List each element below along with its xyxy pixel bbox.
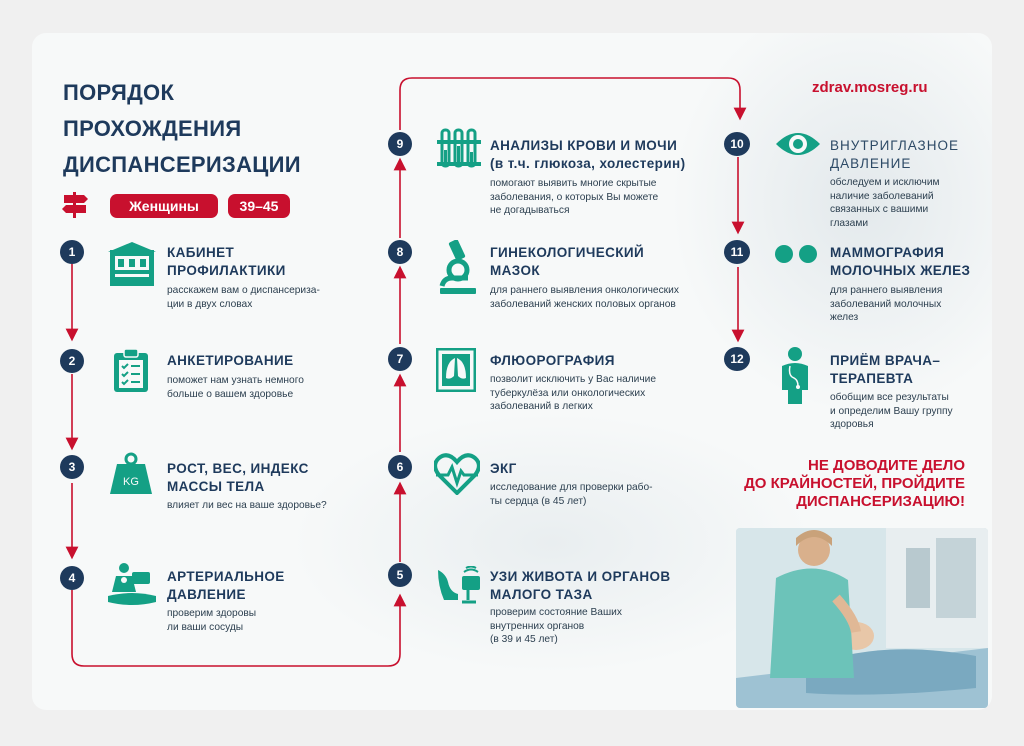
step-title: ПРИЁМ ВРАЧА– ТЕРАПЕВТА <box>830 353 941 386</box>
step-description: позволит исключить у Вас наличие туберкулёза или онкологических заболеваний в легких <box>490 374 657 412</box>
hospital-photo <box>736 528 988 708</box>
step-description: для раннего выявления онкологических заболеваний женских половых органов <box>490 285 679 310</box>
step-description: расскажем вам о диспансеризa- ции в двух словах <box>167 285 320 310</box>
svg-text:KG: KG <box>123 476 139 488</box>
step-title: ВНУТРИГЛАЗНОЕ ДАВЛЕНИЕ <box>830 138 959 171</box>
doctor-icon <box>778 346 812 406</box>
step-description: проверим здоровы ли ваши сосуды <box>167 608 257 633</box>
step-description: исследование для проверки рабо- ты сердца (в 45 лет) <box>490 482 653 507</box>
test-tubes-icon <box>436 128 482 168</box>
step-number: 11 <box>724 240 750 264</box>
step-number: 4 <box>60 566 84 590</box>
weight-icon <box>108 452 154 496</box>
step-number: 8 <box>388 240 412 264</box>
signpost-icon <box>60 190 90 220</box>
microscope-icon <box>438 240 478 296</box>
step-title: ГИНЕКОЛОГИЧЕСКИЙ МАЗОК <box>490 245 645 278</box>
clinic-icon <box>108 242 156 288</box>
step-description: для раннего выявления заболеваний молочных желез <box>830 285 943 323</box>
step-number: 7 <box>388 347 412 371</box>
step-number: 9 <box>388 132 412 156</box>
call-to-action: НЕ ДОВОДИТЕ ДЕЛО ДО КРАЙНОСТЕЙ, ПРОЙДИТЕ ДИСПАНСЕРИЗАЦИЮ! <box>744 457 965 510</box>
xray-lungs-icon <box>436 348 476 392</box>
page-title <box>63 75 363 183</box>
ecg-heart-icon <box>434 453 480 495</box>
step-number: 5 <box>388 563 412 587</box>
step-description: влияет ли вес на ваше здоровье? <box>167 500 327 511</box>
step-title: МАММОГРАФИЯ МОЛОЧНЫХ ЖЕЛЕЗ <box>830 245 971 278</box>
title-line: ПРОХОЖДЕНИЯ <box>63 116 242 141</box>
step-description: обобщим все результаты и определим Вашу группу здоровья <box>830 392 953 430</box>
flow-arrow <box>400 78 740 130</box>
age-badge: 39–45 <box>228 194 290 218</box>
site-url: zdrav.mosreg.ru <box>812 79 928 96</box>
gender-badge: Женщины <box>110 194 218 218</box>
ultrasound-icon <box>436 566 482 606</box>
step-number: 6 <box>388 455 412 479</box>
step-number: 1 <box>60 240 84 264</box>
step-number: 3 <box>60 455 84 479</box>
step-title: АРТЕРИАЛЬНОЕ ДАВЛЕНИЕ <box>167 569 285 602</box>
step-title: РОСТ, ВЕС, ИНДЕКС МАССЫ ТЕЛА <box>167 461 309 494</box>
eye-icon <box>774 130 822 158</box>
nurse-patient-illustration <box>736 528 988 708</box>
step-title: ЭКГ <box>490 461 517 476</box>
step-number: 2 <box>60 349 84 373</box>
step-number: 12 <box>724 347 750 371</box>
step-description: помогают выявить многие скрытые заболевания, о которых Вы можете не догадываться <box>490 178 659 216</box>
step-title: УЗИ ЖИВОТА И ОРГАНОВ МАЛОГО ТАЗА <box>490 569 671 602</box>
blood-pressure-icon <box>106 562 158 610</box>
step-title: ФЛЮОРОГРАФИЯ <box>490 353 615 368</box>
step-description: проверим состояние Ваших внутренних органов (в 39 и 45 лет) <box>490 607 622 645</box>
step-title: АНКЕТИРОВАНИЕ <box>167 353 294 368</box>
step-title: КАБИНЕТ ПРОФИЛАКТИКИ <box>167 245 286 278</box>
step-title: АНАЛИЗЫ КРОВИ И МОЧИ (в т.ч. глюкоза, холестерин) <box>490 138 686 171</box>
checklist-icon <box>113 349 149 393</box>
mammography-icon <box>774 244 820 264</box>
title-line: ПОРЯДОК <box>63 80 175 105</box>
step-number: 10 <box>724 132 750 156</box>
title-line: ДИСПАНСЕРИЗАЦИИ <box>63 152 301 177</box>
step-description: обследуем и исключим наличие заболеваний связанных с вашими глазами <box>830 177 940 229</box>
step-description: поможет нам узнать немного больше о вашем здоровье <box>167 375 304 400</box>
